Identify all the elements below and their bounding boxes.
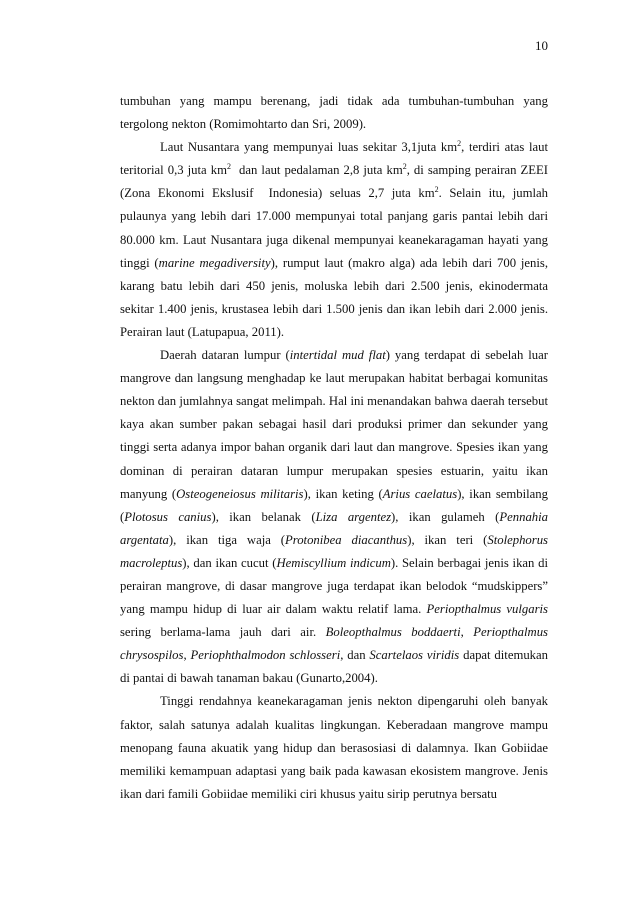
superscript: 2 — [457, 138, 462, 148]
text-run: dapat ditemukan di pantai di bawah tanaman bakau (Gunarto,2004). — [120, 648, 548, 686]
text-run: ), ikan belanak ( — [211, 509, 316, 524]
italic-species: Periopthalmus chrysospilos — [120, 625, 548, 663]
superscript: 2 — [434, 185, 439, 195]
paragraph-3 — [120, 344, 548, 690]
text-run: ). Selain berbagai jenis ikan di perairan mangrove, di dasar mangrove juga terdapat ikan belodok “mudskippers” yang mampu hidup di luar air dalam waktu relatif lama. — [120, 555, 548, 617]
paragraph-4-text: Tinggi rendahnya keanekaragaman jenis nekton dipengaruhi oleh banyak faktor, salah satunya adalah kualitas lingkungan. Keberadaan mangrove mampu menopang fauna akuatik yang hidup dan berasosiasi di dalamnya. Ikan Gobiidae memiliki kemampuan adaptasi yang baik pada kawasan ekosistem mangrove. Jenis ikan dari famili Gobiidae memiliki ciri khusus yaitu sirip perutnya bersatu — [120, 694, 548, 801]
italic-species: Liza argentez — [315, 509, 392, 524]
superscript: 2 — [402, 162, 407, 172]
text-run: Laut Nusantara yang mempunyai luas sekitar 3,1juta km — [160, 140, 458, 155]
italic-term: marine megadiversity — [158, 255, 271, 270]
italic-species: Boleopthalmus boddaerti — [325, 625, 461, 640]
page-number: 10 — [535, 38, 548, 53]
paragraph-1 — [120, 90, 548, 136]
italic-species: Periopthalmus vulgaris — [426, 602, 548, 617]
text-run: ), ikan keting ( — [303, 486, 383, 501]
italic-species: Pennahia argentata — [120, 509, 549, 547]
italic-species: Plotosus canius — [124, 509, 212, 524]
text-run: ) yang terdapat di sebelah luar mangrove dan langsung menghadap ke laut merupakan habitat berbagai komunitas nekton dan jumlahnya sangat melimpah. Hal ini menandakan bahwa daerah tersebut kaya akan sumber pakan sebagai hasil dari produksi primer dan sekunder yang tinggi serta adanya impor bahan organik dari laut dan mangrove. Spesies ikan yang dominan di perairan dataran lumpur merupakan spesies estuarin, yaitu ikan manyung ( — [120, 348, 548, 501]
paragraph-1-text: tumbuhan yang mampu berenang, jadi tidak ada tumbuhan-tumbuhan yang tergolong nekton (Romimohtarto dan Sri, 2009). — [120, 94, 548, 132]
body-text — [120, 90, 552, 806]
text-run: ), ikan gulameh ( — [391, 509, 500, 524]
text-run: , terdiri atas laut teritorial 0,3 juta km — [120, 140, 548, 178]
text-run: , di samping perairan ZEEI (Zona Ekonomi Ekslusif Indonesia) seluas 2,7 juta km — [120, 163, 552, 201]
text-run: ), ikan tiga waja ( — [168, 532, 285, 547]
italic-species: Hemiscyllium indicum — [276, 555, 391, 570]
text-run: Daerah dataran lumpur ( — [160, 348, 290, 363]
italic-species: Protonibea diacanthus — [285, 532, 408, 547]
italic-species: Osteogeneiosus militaris — [176, 486, 304, 501]
superscript: 2 — [226, 162, 231, 172]
text-run: . Selain itu, jumlah pulaunya yang lebih dari 17.000 mempunyai total panjang garis pantai lebih dari 80.000 km. Laut Nusantara juga dikenal mempunyai keanekaragaman hayati yang tinggi ( — [120, 186, 548, 270]
italic-species: Stolephorus macroleptus — [120, 532, 548, 570]
text-run: ), dan ikan cucut ( — [182, 555, 277, 570]
paragraph-4 — [120, 690, 548, 805]
text-run: ), rumput laut (makro alga) ada lebih dari 700 jenis, karang batu lebih dari 450 jenis, moluska lebih dari 2.500 jenis, ekinodermata sekitar 1.400 jenis, krustasea lebih dari 1.500 jenis dan ikan lebih dari 2.000 jenis. Perairan laut (Latupapua, 2011). — [120, 255, 548, 339]
text-run: ), ikan sembilang ( — [120, 486, 548, 524]
italic-species: Periophthalmodon schlosseri — [190, 648, 341, 663]
text-run: dan laut pedalaman 2,8 juta km — [230, 163, 403, 178]
paragraph-2 — [120, 136, 552, 344]
text-run: , dan — [340, 648, 370, 663]
text-run: sering berlama-lama jauh dari air. — [120, 625, 326, 640]
italic-species: Scartelaos viridis — [369, 648, 460, 663]
text-run: , — [460, 625, 474, 640]
text-run: ), ikan teri ( — [407, 532, 488, 547]
italic-term: intertidal mud flat — [289, 348, 386, 363]
text-run: , — [183, 648, 191, 663]
italic-species: Arius caelatus — [382, 486, 458, 501]
